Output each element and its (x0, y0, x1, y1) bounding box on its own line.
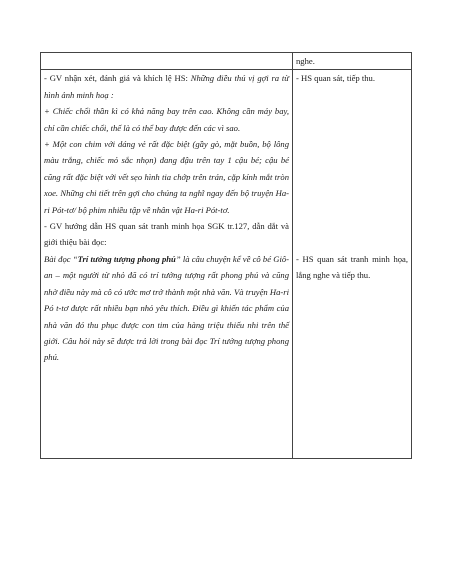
teacher-activity-cell-top (41, 53, 293, 70)
reading-intro-start: Bài đọc “ (44, 253, 78, 264)
student-activity-cell (293, 70, 412, 458)
lesson-table (40, 52, 412, 459)
teacher-guide-paragraph: - GV hướng dẫn HS quan sát tranh minh họa SGK tr.127, dẫn dắt và giới thiệu bài đọc: (44, 221, 289, 248)
student-activity-cell-top (293, 53, 412, 70)
student-text-illustration: - HS quan sát tranh minh họa, lắng nghe và tiếp thu. (296, 253, 408, 281)
broom-paragraph: + Chiếc chổi thần kì có khả năng bay trên cao. Không cần máy bay, chỉ cần chiếc chổi, thế là có thể bay được đến các vì sao. (44, 106, 289, 133)
teacher-feedback-text: - GV nhận xét, đánh giá và khích lệ HS: (44, 73, 191, 84)
teacher-feedback-italic: Những điều thú vị gợi ra từ hình ảnh minh hoạ : (44, 73, 289, 100)
reading-title: Trí tưởng tượng phong phú (77, 253, 176, 264)
teacher-feedback-paragraph (44, 70, 289, 103)
student-spacer (296, 87, 408, 251)
table-row (41, 53, 412, 70)
teacher-activity-cell (41, 70, 293, 458)
document-page (40, 52, 412, 459)
reading-intro-paragraph (44, 251, 289, 366)
reading-intro-rest: ” là câu chuyện kể về cô bé Giô-an – một người từ nhỏ đã có trí tưởng tượng rất phong phú và cũng nhờ điều này mà cô có ước mơ trở thành một nhà văn. Và truyện Ha-ri Pó t-tơ được rất nhiều bạn nhỏ yêu thích. Điều gì khiến tác phẩm của nhà văn đó thu phục được con tim của hàng triệu thiếu nhi trên thế giới. Câu hỏi này sẽ được trả lời trong bài đọc Trí tưởng tượng phong phú. (44, 253, 289, 363)
student-text-observe: - HS quan sát, tiếp thu. (296, 73, 376, 84)
bird-boy-paragraph: + Một con chim với dáng vẻ rất đặc biệt (gầy gò, mặt buồn, bộ lông màu trắng, chiếc mỏ sắc nhọn) đang đậu trên tay 1 cậu bé; cậu bé cũng rất đặc biệt với vết sẹo hình tia chớp trên trán, cặp kính mắt tròn xoe. Những chi tiết trên gợi cho chúng ta nghĩ ngay đến bộ truyện Ha-ri Pót-tơ/ bộ phim nhiều tập về nhân vật Ha-ri Pót-tơ. (44, 139, 289, 215)
student-text-listen: nghe. (296, 56, 315, 66)
cell-spacer (44, 366, 289, 458)
table-row (41, 70, 412, 458)
